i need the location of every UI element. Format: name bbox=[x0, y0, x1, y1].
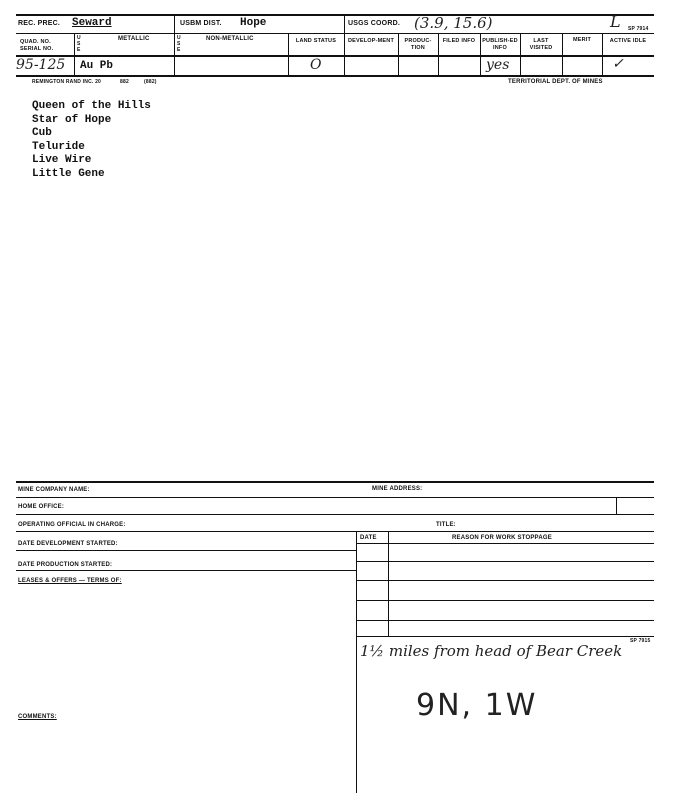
merit-label: MERIT bbox=[572, 37, 592, 43]
corner-mark: L bbox=[610, 12, 621, 31]
comments-label: COMMENTS: bbox=[18, 714, 57, 720]
location-note: 1½ miles from head of Bear Creek bbox=[360, 642, 623, 660]
mine-name-item: Teluride bbox=[32, 140, 85, 153]
use-nonmetallic-label: U S E bbox=[177, 35, 181, 53]
production-label: PRODUC-TION bbox=[404, 38, 432, 51]
printer-label: REMINGTON RAND INC. 20 bbox=[32, 79, 102, 85]
form-code-2: SP 7915 bbox=[630, 638, 651, 644]
published-info-value: yes bbox=[486, 57, 510, 73]
last-visited-label: LAST VISITED bbox=[529, 38, 553, 51]
usgs-coord-value: (3.9, 15.6) bbox=[414, 14, 493, 32]
mine-names-list bbox=[32, 100, 151, 181]
title-label: TITLE: bbox=[436, 522, 456, 528]
date-column-label: DATE bbox=[360, 535, 377, 541]
mine-name-item: Cub bbox=[32, 127, 52, 139]
department-label: TERRITORIAL DEPT. OF MINES bbox=[508, 79, 603, 85]
active-idle-label: ACTIVE IDLE bbox=[609, 38, 647, 44]
rec-prec-label: REC. PREC. bbox=[18, 20, 61, 27]
land-status-value: O bbox=[310, 57, 322, 73]
mine-name-item: Queen of the Hills bbox=[32, 100, 151, 112]
usgs-coord-label: USGS COORD. bbox=[348, 20, 400, 27]
use-metallic-label: U S E bbox=[77, 35, 81, 53]
date-development-started-label: DATE DEVELOPMENT STARTED: bbox=[18, 541, 118, 547]
usbm-dist-label: USBM DIST. bbox=[180, 20, 222, 27]
printer-code: 882 bbox=[120, 79, 129, 85]
mine-address-label: MINE ADDRESS: bbox=[372, 486, 423, 492]
serial-no-label: SERIAL NO. bbox=[20, 46, 54, 52]
township-note: 9N, 1W bbox=[416, 688, 538, 723]
land-status-label: LAND STATUS bbox=[295, 38, 337, 44]
published-info-label: PUBLISH-ED INFO bbox=[482, 38, 518, 51]
non-metallic-label: NON-METALLIC bbox=[206, 36, 254, 42]
form-code: SP 7914 bbox=[628, 26, 649, 32]
leases-offers-label: LEASES & OFFERS — TERMS OF: bbox=[18, 578, 122, 584]
quad-serial-value: 95-125 bbox=[16, 57, 66, 73]
metallic-value: Au Pb bbox=[80, 60, 114, 72]
quad-serial-label bbox=[20, 39, 72, 53]
rec-prec-value: Seward bbox=[72, 17, 112, 29]
date-production-started-label: DATE PRODUCTION STARTED: bbox=[18, 562, 113, 568]
metallic-label: METALLIC bbox=[118, 36, 150, 42]
filed-info-label: FILED INFO bbox=[442, 38, 476, 44]
mine-name-item: Star of Hope bbox=[32, 113, 112, 126]
home-office-label: HOME OFFICE: bbox=[18, 504, 65, 510]
mine-company-name-label: MINE COMPANY NAME: bbox=[18, 487, 90, 493]
printer-code-2: (882) bbox=[144, 79, 157, 85]
operating-official-label: OPERATING OFFICIAL IN CHARGE: bbox=[18, 522, 126, 528]
mine-name-item: Live Wire bbox=[32, 154, 92, 166]
active-idle-mark: ✓ bbox=[612, 56, 624, 72]
quad-no-label: QUAD. NO. bbox=[20, 39, 51, 45]
mine-name-item: Little Gene bbox=[32, 167, 105, 180]
usbm-dist-value: Hope bbox=[240, 17, 267, 29]
development-label: DEVELOP-MENT bbox=[347, 38, 395, 44]
reason-column-label: REASON FOR WORK STOPPAGE bbox=[452, 535, 552, 541]
